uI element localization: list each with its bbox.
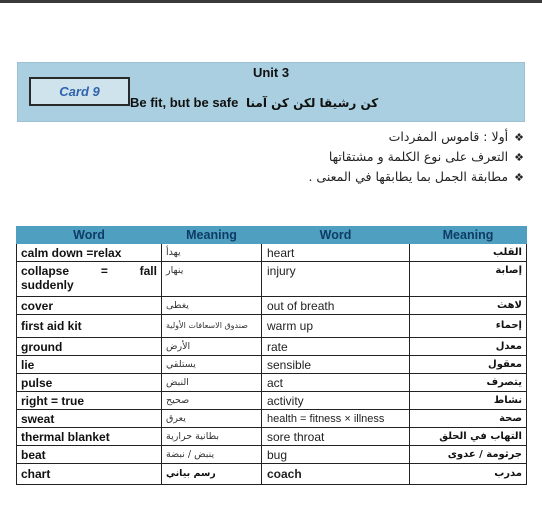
table-row <box>17 315 527 338</box>
table-row <box>17 446 527 464</box>
table-row <box>17 374 527 392</box>
subtitle-english: Be fit, but be safe <box>130 95 239 110</box>
unit-title: Unit 3 <box>252 65 290 80</box>
word-part: fall <box>139 264 157 278</box>
diamond-bullet-icon: ❖ <box>514 151 524 164</box>
instruction-item <box>164 127 524 147</box>
word-cell: rate <box>262 338 410 356</box>
meaning-cell: صحة <box>410 410 527 428</box>
word-cell: lie <box>17 356 162 374</box>
instructions-list <box>164 127 524 187</box>
word-cell: warm up <box>262 315 410 338</box>
meaning-cell: القلب <box>410 244 527 262</box>
column-header-word: Word <box>262 227 410 244</box>
instruction-text: أولا : قاموس المفردات <box>388 129 509 144</box>
meaning-cell: النبض <box>162 374 262 392</box>
word-cell: act <box>262 374 410 392</box>
table-row <box>17 464 527 485</box>
word-cell: calm down =relax <box>17 244 162 262</box>
card-label: Card 9 <box>59 84 100 99</box>
table-row <box>17 428 527 446</box>
word-cell: chart <box>17 464 162 485</box>
word-cell: cover <box>17 297 162 315</box>
meaning-cell: صندوق الاسعافات الأولية <box>162 315 262 338</box>
meaning-cell: بطانية حرارية <box>162 428 262 446</box>
meaning-cell: لاهث <box>410 297 527 315</box>
word-cell: injury <box>262 262 410 297</box>
word-cell: heart <box>262 244 410 262</box>
table-row <box>17 297 527 315</box>
meaning-cell: التهاب في الحلق <box>410 428 527 446</box>
instruction-item <box>164 167 524 187</box>
card-label-box <box>29 77 130 106</box>
meaning-cell: ينهار <box>162 262 262 297</box>
instruction-text: التعرف على نوع الكلمة و مشتقاتها <box>328 149 509 164</box>
meaning-cell: مدرب <box>410 464 527 485</box>
word-cell: ground <box>17 338 162 356</box>
word-cell: sweat <box>17 410 162 428</box>
word-cell: sensible <box>262 356 410 374</box>
meaning-cell: يستلقي <box>162 356 262 374</box>
word-cell: thermal blanket <box>17 428 162 446</box>
instruction-item <box>164 147 524 167</box>
meaning-cell: معقول <box>410 356 527 374</box>
table-row <box>17 262 527 297</box>
word-cell: coach <box>262 464 410 485</box>
word-cell: bug <box>262 446 410 464</box>
word-cell: beat <box>17 446 162 464</box>
meaning-cell: يغطى <box>162 297 262 315</box>
meaning-cell: يتصرف <box>410 374 527 392</box>
word-part: collapse <box>21 264 70 278</box>
meaning-cell: يهدأ <box>162 244 262 262</box>
top-rule <box>0 0 542 3</box>
meaning-cell: يعرق <box>162 410 262 428</box>
vocabulary-table <box>16 226 527 485</box>
table-row <box>17 244 527 262</box>
table-row <box>17 356 527 374</box>
unit-subtitle <box>130 95 378 110</box>
table-row <box>17 392 527 410</box>
meaning-cell: الأرض <box>162 338 262 356</box>
meaning-cell: معدل <box>410 338 527 356</box>
meaning-cell: صحيح <box>162 392 262 410</box>
meaning-cell: إصابة <box>410 262 527 297</box>
word-part: = <box>100 264 108 278</box>
word-cell: right = true <box>17 392 162 410</box>
subtitle-arabic: كن رشيقا لكن كن آمنا <box>245 96 379 110</box>
column-header-meaning: Meaning <box>410 227 527 244</box>
column-header-word: Word <box>17 227 162 244</box>
word-cell: health = fitness × illness <box>262 410 410 428</box>
word-cell: activity <box>262 392 410 410</box>
table-header-row <box>17 227 527 244</box>
diamond-bullet-icon: ❖ <box>514 171 524 184</box>
meaning-cell: نشاط <box>410 392 527 410</box>
meaning-cell: ينبض / نبضة <box>162 446 262 464</box>
collapse-line <box>21 264 157 278</box>
word-part: suddenly <box>21 278 74 292</box>
table-row <box>17 338 527 356</box>
meaning-cell: إحماء <box>410 315 527 338</box>
word-cell: out of breath <box>262 297 410 315</box>
word-cell: sore throat <box>262 428 410 446</box>
word-cell <box>17 262 162 297</box>
diamond-bullet-icon: ❖ <box>514 131 524 144</box>
table-row <box>17 410 527 428</box>
column-header-meaning: Meaning <box>162 227 262 244</box>
word-cell: pulse <box>17 374 162 392</box>
instruction-text: مطابقة الجمل بما يطابقها في المعنى . <box>308 169 509 184</box>
header-band <box>17 62 525 122</box>
word-cell: first aid kit <box>17 315 162 338</box>
meaning-cell: جرثومة / عدوى <box>410 446 527 464</box>
meaning-cell: رسم بياني <box>162 464 262 485</box>
